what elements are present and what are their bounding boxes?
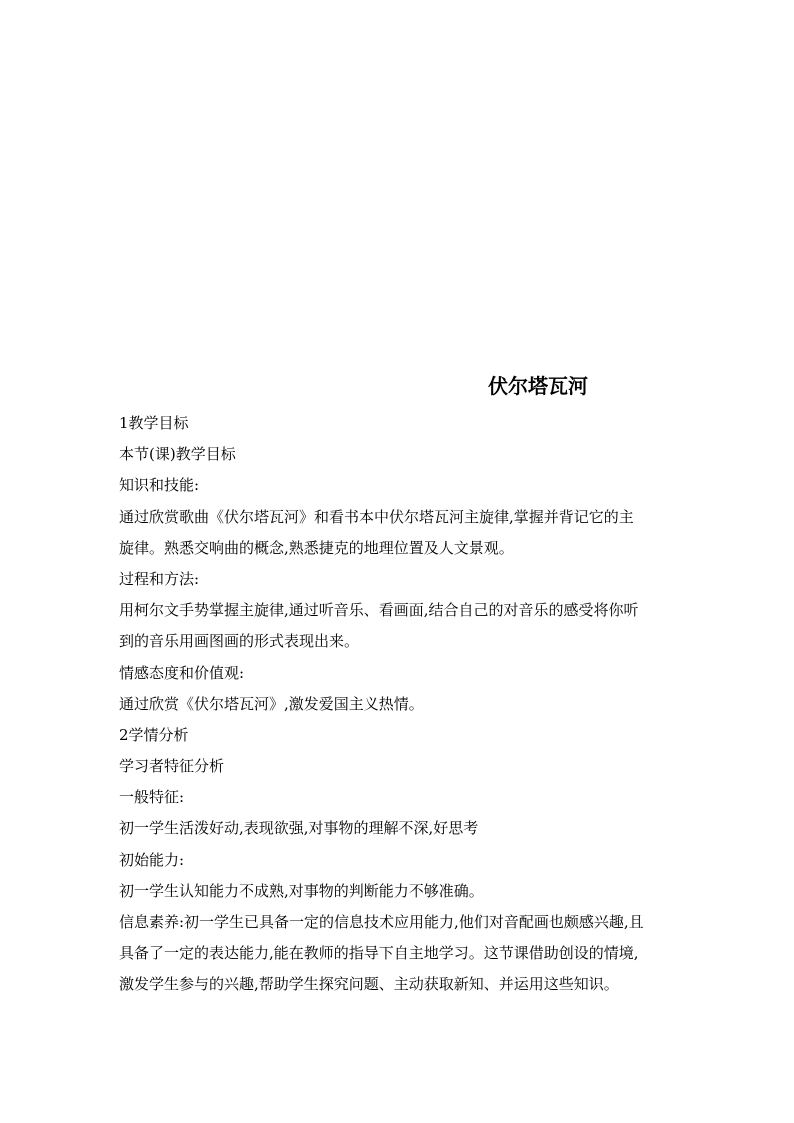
paragraph-line: 初一学生认知能力不成熟,对事物的判断能力不够准确。: [119, 881, 484, 900]
subheading-lesson-goals: 本节(课)教学目标: [119, 445, 236, 464]
paragraph-line: 通过欣赏《伏尔塔瓦河》,激发爱国主义热情。: [119, 694, 424, 713]
paragraph-line: 到的音乐用画图画的形式表现出来。: [119, 632, 360, 651]
subheading-general-features: 一般特征:: [119, 788, 185, 807]
subheading-initial-ability: 初始能力:: [119, 850, 185, 869]
document-title: 伏尔塔瓦河: [488, 374, 588, 398]
subheading-emotion-values: 情感态度和价值观:: [119, 663, 245, 682]
paragraph-line: 具备了一定的表达能力,能在教师的指导下自主地学习。这节课借助创设的情境,: [119, 944, 639, 963]
document-body: [119, 408, 675, 1001]
paragraph-line: 激发学生参与的兴趣,帮助学生探究问题、主动获取新知、并运用这些知识。: [119, 975, 619, 994]
paragraph-line: 信息素养:初一学生已具备一定的信息技术应用能力,他们对音配画也颇感兴趣,且: [119, 913, 644, 931]
paragraph-line: 通过欣赏歌曲《伏尔塔瓦河》和看书本中伏尔塔瓦河主旋律,掌握并背记它的主: [119, 507, 634, 526]
paragraph-line: 用柯尔文手势掌握主旋律,通过听音乐、看画面,结合自己的对音乐的感受将你听: [119, 601, 639, 620]
section-heading-learner-analysis: 2学情分析: [119, 725, 189, 744]
subheading-knowledge-skills: 知识和技能:: [119, 476, 200, 495]
subheading-process-methods: 过程和方法:: [119, 569, 200, 588]
subheading-learner-features: 学习者特征分析: [119, 757, 225, 776]
paragraph-line: 旋律。熟悉交响曲的概念,熟悉捷克的地理位置及人文景观。: [119, 538, 514, 557]
section-heading-teaching-goals: 1教学目标: [119, 414, 189, 432]
paragraph-line: 初一学生活泼好动,表现欲强,对事物的理解不深,好思考: [119, 819, 479, 838]
